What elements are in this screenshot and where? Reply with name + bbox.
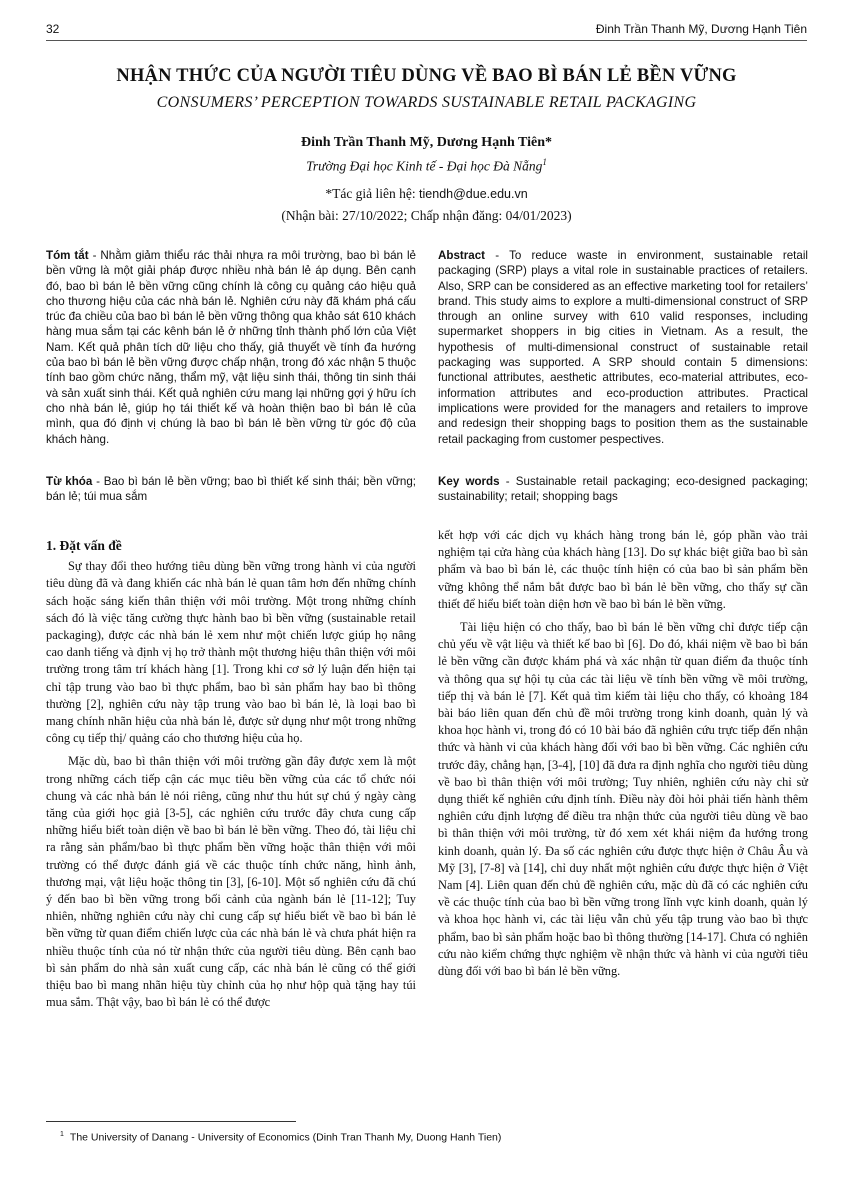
page-number: 32 <box>46 22 60 36</box>
corresponding-author <box>0 186 853 202</box>
header-rule <box>46 40 807 41</box>
abstract-vi-text: - Nhằm giảm thiểu rác thải nhựa ra môi trường, bao bì bán lẻ bền vững là một giải pháp được nhiều nhà bán lẻ áp dụng. Bên cạnh đó, bao bì bán lẻ bền vững cũng chính là công cụ quảng cáo hiệu quả cho thương hiệu của các nhà bán lẻ. Nghiên cứu này đã khám phá cấu trúc đa chiều của bao bì bán lẻ bền vững thông qua khảo sát 610 khách hàng mua sắm tại các kênh bán lẻ ở những tỉnh thành phố lớn của Việt Nam. Kết quả phân tích dữ liệu cho thấy, giả thuyết về tính đa hướng của bao bì bán lẻ bền vững được chấp nhận, trong đó xác nhận 5 thuộc tính bao gồm chức năng, thẩm mỹ, vật liệu sinh thái, thông tin sinh thái và sản xuất sinh thái. Kết quả nghiên cứu mang lại những gợi ý hữu ích cho nhà bán lẻ, giúp họ tái thiết kế và hoàn thiện bao bì bán lẻ của mình, qua đó định vị chúng là bao bì bán lẻ bền vững từ góc độ của khách hàng. <box>46 249 416 446</box>
abstract-english <box>438 248 808 447</box>
keywords-english <box>438 474 808 505</box>
body-paragraph: Mặc dù, bao bì thân thiện với môi trường gần đây được xem là một trong những cách tiếp cận các mục tiêu bền vững của các tổ chức nói chung và các nhà bán lẻ nói riêng, cũng như thu hút sự chú ý ngày càng tăng của giới học giả [3-5], các nghiên cứu trước đây chưa cung cấp những hiểu biết toàn diện về bao bì bán lẻ bền vững. Theo đó, tài liệu chỉ ra rằng sản phẩm/bao bì thực phẩm bền vững hoặc thân thiện với môi trường có thể được đánh giá về các thuộc tính chức năng, hình ảnh, thương mại, vật liệu hoặc thông tin [3], [6-10]. Một số nghiên cứu đã chú ý đến bao bì bền vững trong bối cảnh của ngành bán lẻ [11-12]; Tuy nhiên, những nghiên cứu này chỉ cung cấp sự hiểu biết về bao bì bán lẻ bền vững từ quan điểm chiến lược của các nhà bán lẻ và chưa phát hiện ra nhiều thuộc tính của nó từ nhận thức của người tiêu dùng. Bên cạnh bao bì sản phẩm do nhà sản xuất cung cấp, các nhà bán lẻ cũng có thể giới thiệu bao bì mang nhãn hiệu tùy chỉnh của họ như hộp quà tặng hay túi mua sắm. Thật vậy, bao bì bán lẻ có thể được <box>46 754 416 1010</box>
body-paragraph: Tài liệu hiện có cho thấy, bao bì bán lẻ bền vững chỉ được tiếp cận chủ yếu về vật liệu và thiết kế bao bì [6]. Do đó, khái niệm về bao bì bán lẻ bền vững cần được khám phá và xác nhận từ quan điểm đa thuộc tính và thông qua sự hội tụ của các tài liệu về tính bền vững về môi trường, tiếp thị và bán lẻ [7]. Kết quả tìm kiếm tài liệu cho thấy, có khoảng 184 bài báo liên quan đến chủ đề môi trường trong kinh doanh, quản lý và khoa học hành vi, trong đó có 10 bài báo đã nghiên cứu trực tiếp đến nhận thức và hành vi của khách hàng đối với bao bì bền vững. Các nghiên cứu trước đây, chẳng hạn, [3-4], [10] đã đưa ra định nghĩa cho người tiêu dùng về bao bì thân thiện với môi trường; Tuy nhiên, nghiên cứu này chỉ sử dụng thiết kế nghiên cứu định tính. Điều này đòi hỏi phải tiến hành thêm nghiên cứu định lượng để điều tra nhận thức của người tiêu dùng về bao bì thân thiện với môi trường, từ đó xem xét khái niệm đa hướng trong kinh doanh, quản lý. Đa số các nghiên cứu được thực hiện ở Châu Âu và Mỹ [3], [7-8] và [14], chỉ duy nhất một nghiên cứu được thực hiện ở Việt Nam [4]. Liên quan đến chủ đề nghiên cứu, mặc dù đã có các nghiên cứu về các thuộc tính của bao bì bền vững trong lĩnh vực kinh doanh, quản lý và khoa học hành vi, các tài liệu vẫn chủ yếu tập trung vào bao bì thực phẩm, bao bì sản phẩm hoặc bao bì thông thường [14-17]. Chưa có nghiên cứu nào kiểm chứng thực nghiệm về nhận thức và hành vi của người tiêu dùng đối với bao bì bán lẻ bền vững. <box>438 620 808 979</box>
author-list: Đinh Trần Thanh Mỹ, Dương Hạnh Tiên* <box>300 135 552 150</box>
corresponding-label: *Tác giả liên hệ: <box>325 186 420 201</box>
abstract-vietnamese <box>46 248 416 447</box>
abstract-vi-label: Tóm tắt <box>46 249 89 262</box>
keywords-en-text: - Sustainable retail packaging; eco-designed packaging; sustainability; retail; shopping bags <box>438 475 808 504</box>
keywords-vietnamese <box>46 474 416 505</box>
running-header <box>46 22 807 40</box>
affiliation-text: Trường Đại học Kinh tế - Đại học Đà Nẵng <box>306 158 543 174</box>
abstract-en-text: - To reduce waste in environment, sustainable retail packaging (SRP) plays a vital role in sustainable practices of retailers. Also, SRP can be considered as an effective marketing tool for retailers’ brand. This study aims to explore a multi-dimensional construct of SRP through an online survey with 610 valid responses, including supermarket shoppers in big cities in Vietnam. As a result, the hypothesis of multi-dimensional construct of sustainable retail packaging was supported. A SRP should contain 5 dimensions: functional attributes, aesthetic attributes, eco-material attributes, eco-information attributes and eco-production attributes. Practical implications were provided for the managers and retailers to improve and redesign their shopping bags to position them as the sustainable retail packaging from customer pespectives. <box>438 249 808 446</box>
running-authors: Đinh Trần Thanh Mỹ, Dương Hạnh Tiên <box>595 22 807 36</box>
body-paragraph-continued: kết hợp với các dịch vụ khách hàng trong bán lẻ, góp phần vào trải nghiệm tại cửa hàng của khách hàng [13]. Do sự khác biệt giữa bao bì sản phẩm và bao bì bán lẻ, các thuộc tính hiện có của bao bì sản phẩm bền vững không thể nắm bắt được bao bì bán lẻ bền vững, cho thấy sự cần thiết để hiểu biết toàn diện hơn về bao bì bán lẻ bền vững. <box>438 528 808 611</box>
body-left-column <box>46 537 416 1017</box>
footnote-text: The University of Danang - University of Economics (Dinh Tran Thanh My, Duong Hanh Tien) <box>69 1131 502 1144</box>
affiliation-mark: 1 <box>542 157 547 167</box>
submission-dates: (Nhận bài: 27/10/2022; Chấp nhận đăng: 04/01/2023) <box>281 208 572 223</box>
keywords-vi-label: Từ khóa <box>46 475 93 488</box>
body-paragraph: Sự thay đổi theo hướng tiêu dùng bền vững trong hành vi của người tiêu dùng đã và đang khiến các nhà bán lẻ quan tâm hơn đến những chính sách hoặc sáng kiến thân thiện với môi trường. Một trong những chính sách đó là việc tăng cường thực hành bao bì bền vững (sustainable retail packaging), được các nhà bán lẻ xem như một chiến lược giúp họ nâng cao danh tiếng và định vị họ trở thành một thương hiệu thân thiện với môi trường trong tâm trí khách hàng [1]. Trong khi cơ sở lý luận đến hiện tại chỉ tập trung vào bao bì thực phẩm, bao bì sản phẩm hay bao bì thông thường [2], nghiên cứu này tập trung vào bao bì bán lẻ, là loại bao bì mang chính nhãn hiệu của nhà bán lẻ, được sử dụng như một trong những công cụ tiếp thị/ quảng cáo cho thương hiệu của họ. <box>46 559 416 746</box>
keywords-vi-text: - Bao bì bán lẻ bền vững; bao bì thiết kế sinh thái; bền vững; bán lẻ; túi mua sắm <box>46 475 416 504</box>
corresponding-email[interactable]: tiendh@due.edu.vn <box>419 187 528 201</box>
section-heading: 1. Đặt vấn đề <box>46 538 122 553</box>
body-right-column <box>438 527 808 986</box>
abstract-en-label: Abstract <box>438 249 486 262</box>
footnote <box>60 1131 502 1144</box>
footnote-mark: 1 <box>60 1131 64 1138</box>
keywords-en-label: Key words <box>438 475 500 488</box>
paper-subtitle: CONSUMERS’ PERCEPTION TOWARDS SUSTAINABLE RETAIL PACKAGING <box>156 94 697 111</box>
paper-title: NHẬN THỨC CỦA NGƯỜI TIÊU DÙNG VỀ BAO BÌ BÁN LẺ BỀN VỮNG <box>116 66 737 86</box>
footnote-rule <box>46 1121 296 1122</box>
affiliation <box>0 157 853 175</box>
